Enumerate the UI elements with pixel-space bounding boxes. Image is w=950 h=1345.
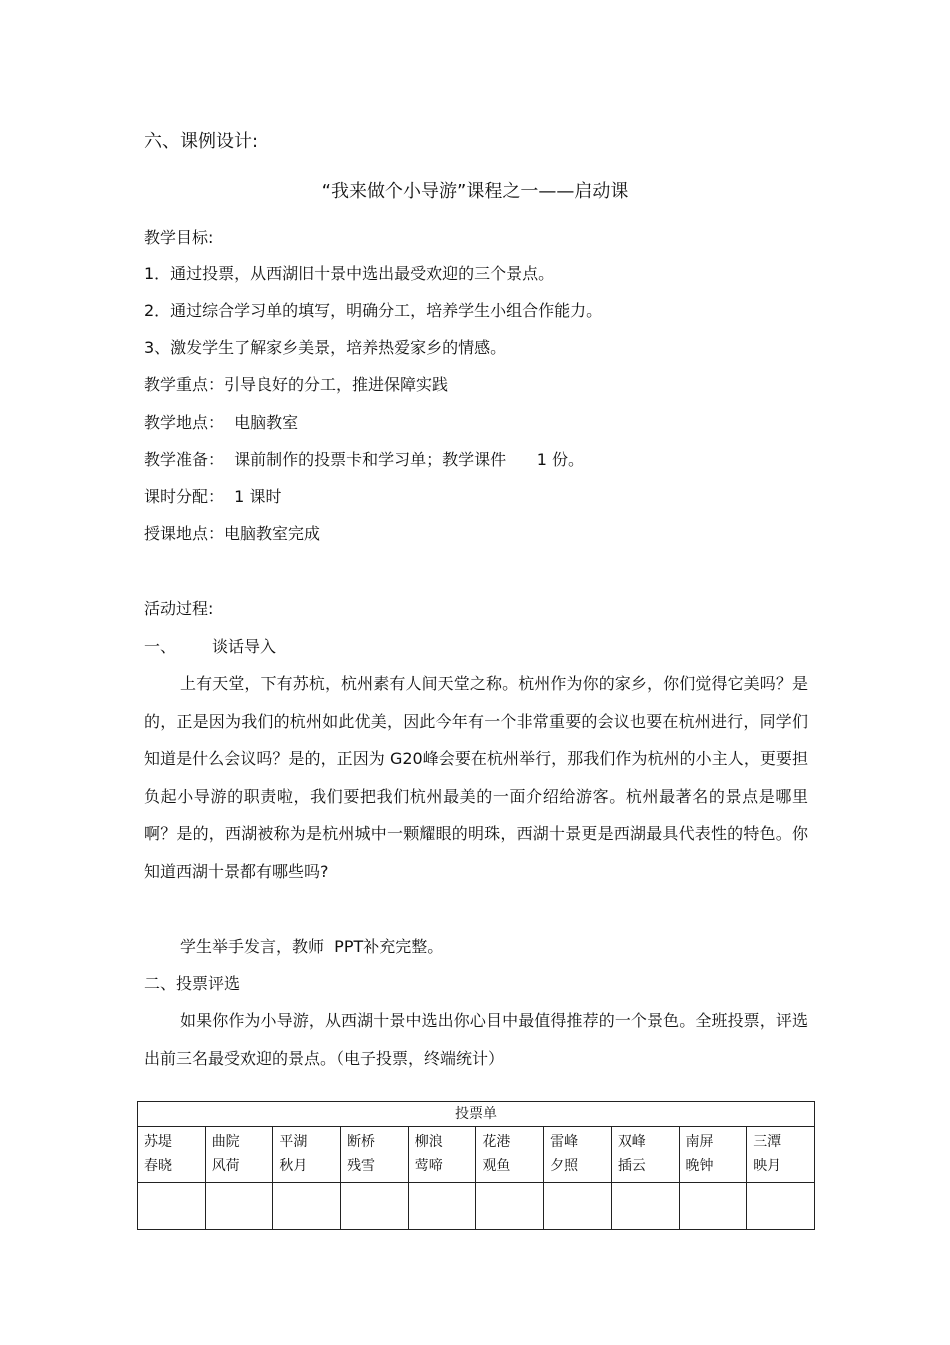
teaching-prep: 教学准备： 课前制作的投票卡和学习单；教学课件 1 份。 <box>144 450 584 469</box>
objective-item: 3、激发学生了解家乡美景，培养热爱家乡的情感。 <box>144 338 507 357</box>
ballot-vote-cell[interactable] <box>476 1183 544 1230</box>
part2-paragraph: 如果你作为小导游，从西湖十景中选出你心目中最值得推荐的一个景色。全班投票，评选出前三名最受欢迎的景点。（电子投票，终端统计） <box>144 1011 808 1068</box>
ballot-spot: 花港 观鱼 <box>476 1127 544 1183</box>
lesson-title: “我来做个小导游”课程之一——启动课 <box>321 181 629 202</box>
ballot-vote-cell[interactable] <box>205 1183 273 1230</box>
teaching-place: 教学地点： 电脑教室 <box>144 413 299 432</box>
ballot-spot: 双峰 插云 <box>611 1127 679 1183</box>
ballot-spot: 平湖 秋月 <box>273 1127 341 1183</box>
ballot-vote-cell[interactable] <box>747 1183 815 1230</box>
ballot-spot: 柳浪 莺啼 <box>408 1127 476 1183</box>
section-title: 六、课例设计: <box>144 131 259 152</box>
ballot-title: 投票单 <box>138 1102 815 1127</box>
lesson-venue: 授课地点：电脑教室完成 <box>144 524 321 543</box>
key-point: 教学重点：引导良好的分工，推进保障实践 <box>144 375 449 394</box>
class-hours: 课时分配： 1 课时 <box>144 487 282 506</box>
ballot-vote-cell[interactable] <box>138 1183 206 1230</box>
ballot-vote-cell[interactable] <box>341 1183 409 1230</box>
part1-heading <box>144 637 276 657</box>
ballot-spot: 断桥 残雪 <box>341 1127 409 1183</box>
ballot-vote-cell[interactable] <box>408 1183 476 1230</box>
ballot-spot: 苏堤 春晓 <box>138 1127 206 1183</box>
objective-item: 1．通过投票，从西湖旧十景中选出最受欢迎的三个景点。 <box>144 264 555 283</box>
ballot-vote-cell[interactable] <box>611 1183 679 1230</box>
part1-number: 一、 <box>144 637 177 656</box>
ballot-vote-cell[interactable] <box>544 1183 612 1230</box>
ballot-vote-cell[interactable] <box>273 1183 341 1230</box>
ballot-spot: 南屏 晚钟 <box>679 1127 747 1183</box>
part1-title: 谈话导入 <box>212 637 277 656</box>
ballot-spot: 雷峰 夕照 <box>544 1127 612 1183</box>
ballot-spot: 三潭 映月 <box>747 1127 815 1183</box>
ballot-table <box>137 1101 815 1230</box>
ballot-spot: 曲院 风荷 <box>205 1127 273 1183</box>
objective-item: 2．通过综合学习单的填写，明确分工，培养学生小组合作能力。 <box>144 301 603 320</box>
process-label: 活动过程: <box>144 599 214 618</box>
ballot-vote-cell[interactable] <box>679 1183 747 1230</box>
objectives-label: 教学目标: <box>144 228 214 247</box>
part1-paragraph: 上有天堂，下有苏杭，杭州素有人间天堂之称。杭州作为你的家乡，你们觉得它美吗？是的，正是因为我们的杭州如此优美，因此今年有一个非常重要的会议也要在杭州进行，同学们知道是什么会议吗？是的，正因为 G20峰会要在杭州举行，那我们作为杭州的小主人，更要担负起小导游的职责啦，我们要把我们杭州最美的一面介绍给游客。杭州最著名的景点是哪里啊？是的，西湖被称为是杭州城中一颗耀眼的明珠，西湖十景更是西湖最具代表性的特色。你知道西湖十景都有哪些吗? <box>144 674 808 881</box>
part2-heading: 二、投票评选 <box>144 974 241 993</box>
part1-followup: 学生举手发言，教师 PPT补充完整。 <box>180 937 444 956</box>
